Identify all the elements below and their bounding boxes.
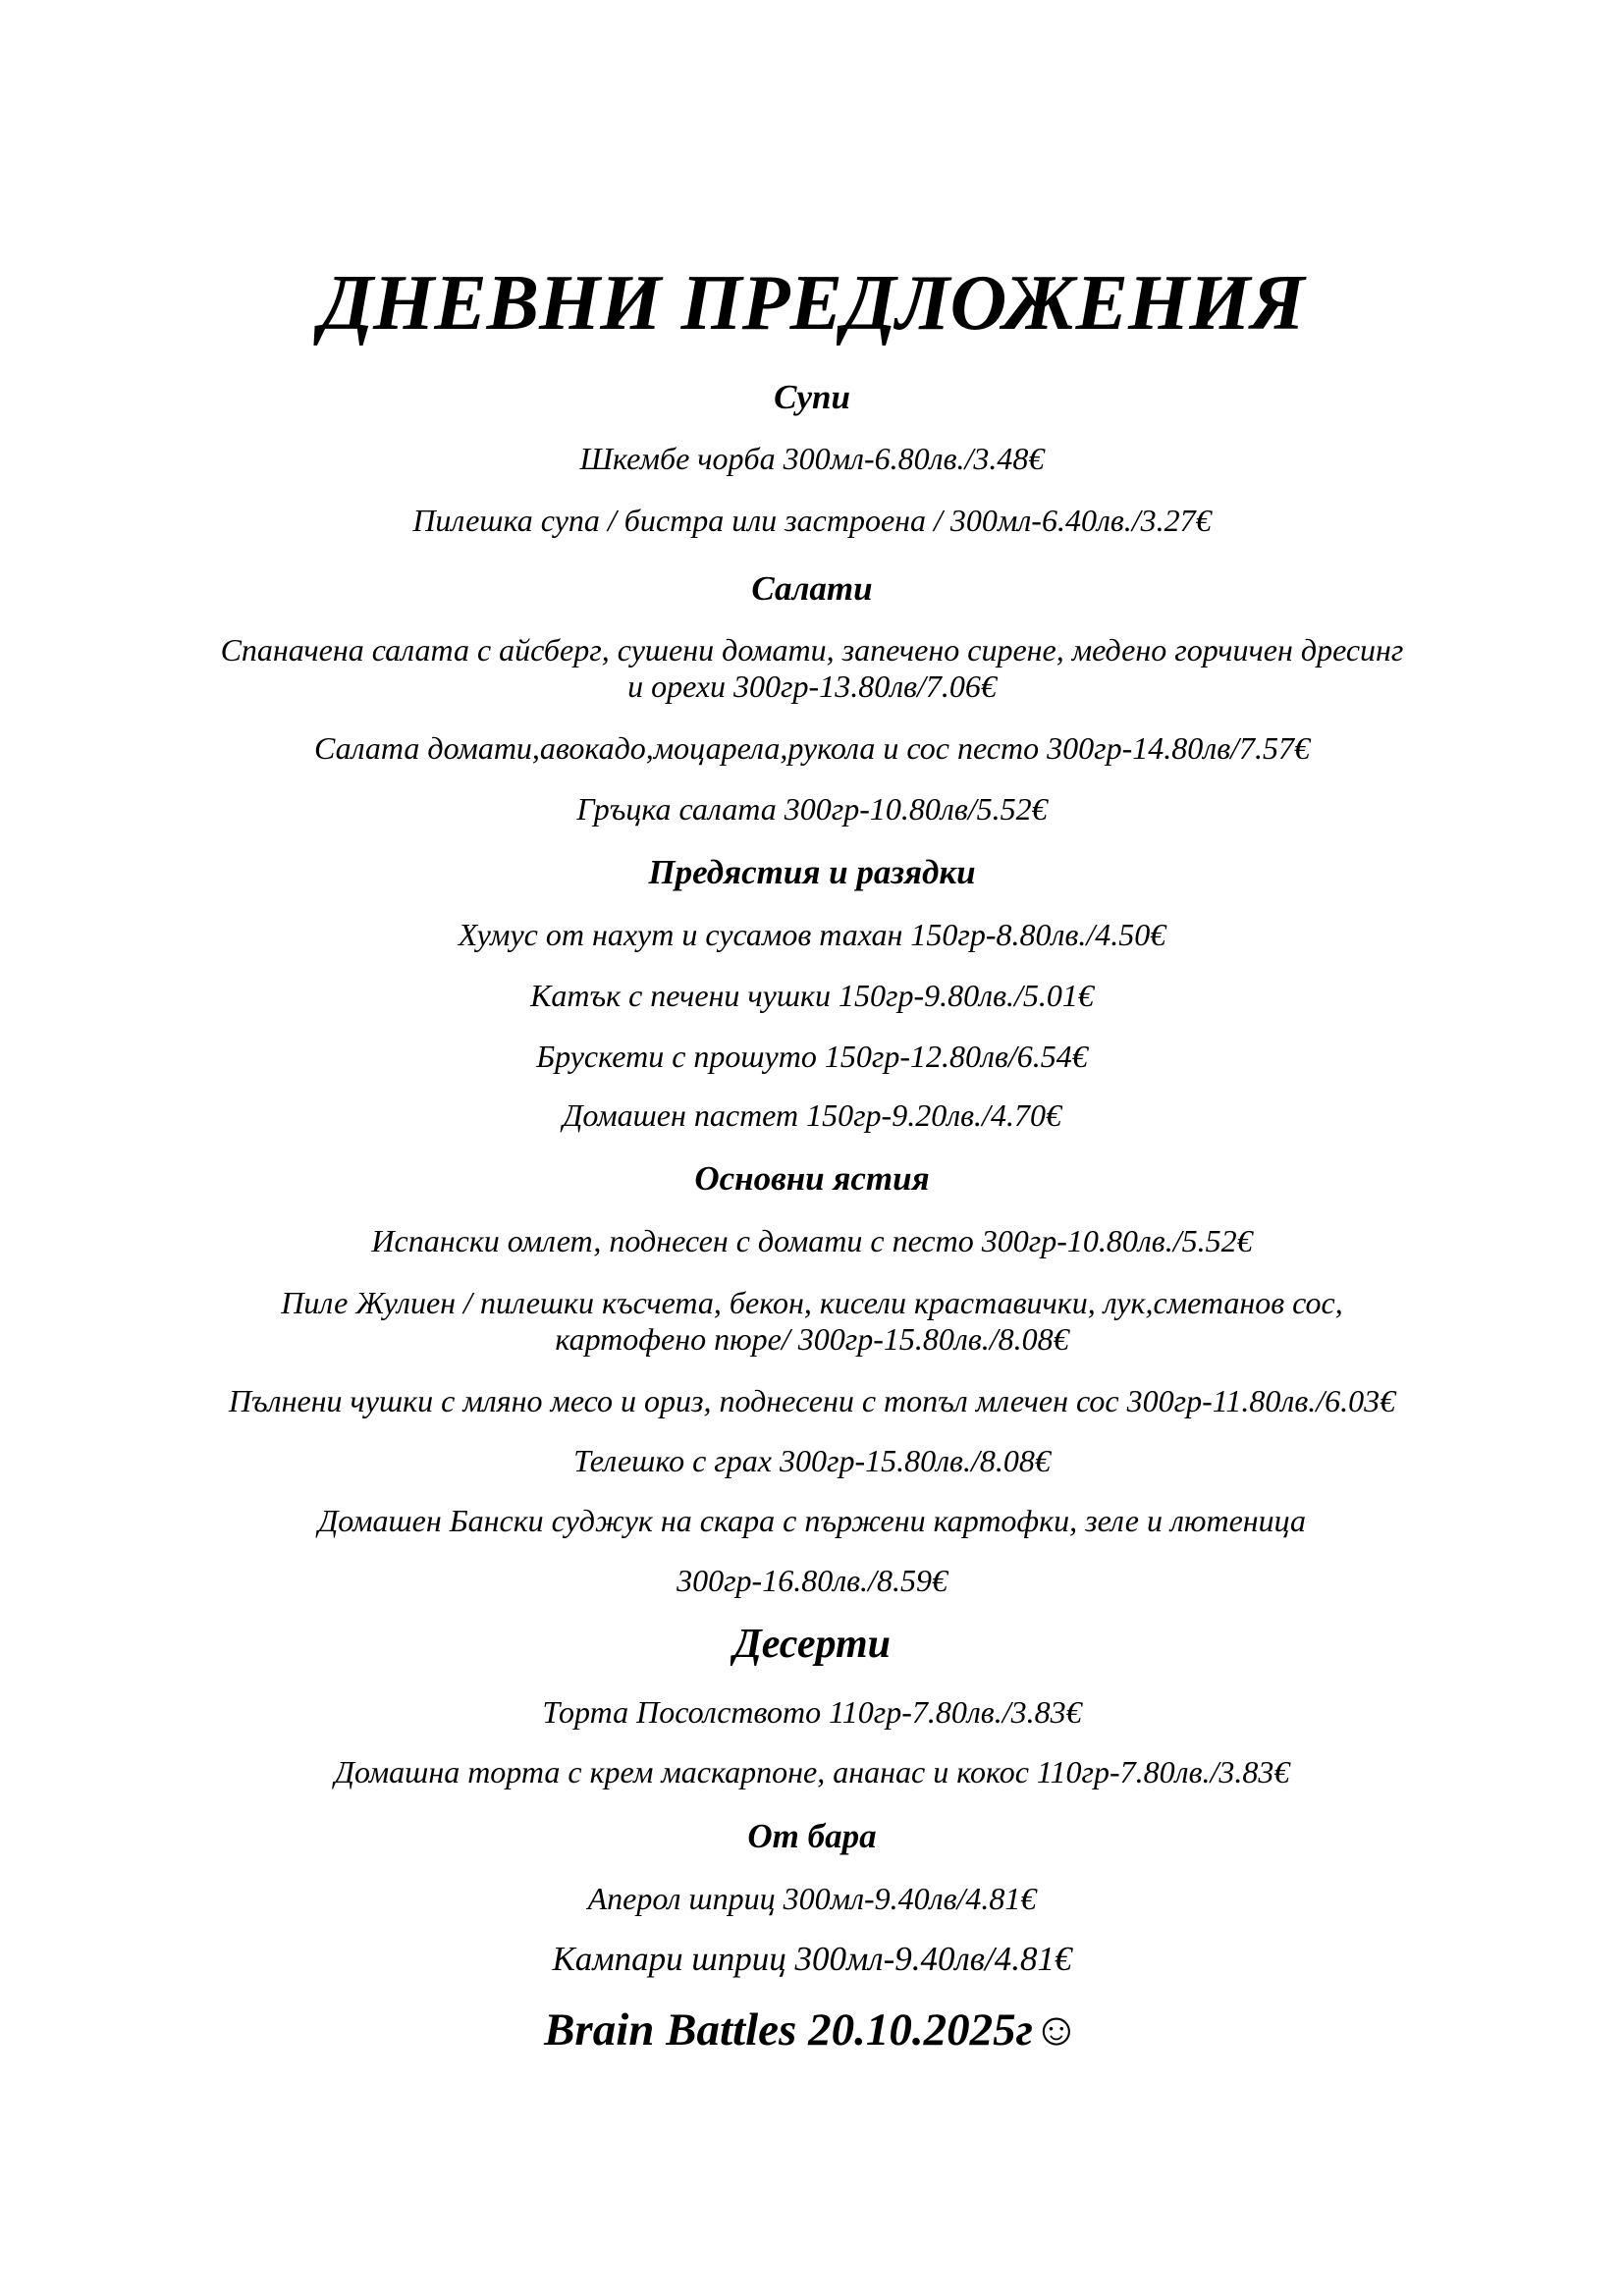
section-heading-salads: Салати [751,569,873,608]
menu-item: Катък с печени чушки 150гр-9.80лв./5.01€ [530,978,1094,1013]
menu-item: Гръцка салата 300гр-10.80лв/5.52€ [576,791,1048,827]
menu-item: Аперол шприц 300мл-9.40лв/4.81€ [587,1881,1037,1916]
section-heading-starters: Предястия и разядки [648,853,976,891]
page-title: ДНЕВНИ ПРЕДЛОЖЕНИЯ [319,260,1305,347]
menu-item: Спаначена салата с айсберг, сушени домати, запечено сирене, медено горчичен дресинг [220,632,1404,667]
menu-item: Салата домати,авокадо,моцарела,рукола и сос песто 300гр-14.80лв/7.57€ [314,730,1310,766]
menu-item-continuation: и орехи 300гр-13.80лв/7.06€ [627,668,997,704]
menu-item: Домашна торта с крем маскарпоне, ананас и кокос 110гр-7.80лв./3.83€ [334,1754,1290,1789]
menu-item: Пиле Жулиен / пилешки късчета, бекон, кисели краставички, лук,сметанов сос, [281,1285,1343,1320]
event-footer: Brain Battles 20.10.2025г☺ [544,2004,1080,2056]
menu-item-continuation: 300гр-16.80лв./8.59€ [677,1563,947,1598]
menu-item: Кампари шприц 300мл-9.40лв/4.81€ [552,1940,1072,1978]
menu-item: Домашен Бански суджук на скара с пържени картофки, зеле и лютеница [317,1503,1307,1538]
menu-item: Телешко с грах 300гр-15.80лв./8.08€ [573,1443,1051,1478]
menu-item: Хумус от нахут и сусамов тахан 150гр-8.80лв./4.50€ [458,917,1166,952]
menu-item: Торта Посолството 110гр-7.80лв./3.83€ [542,1694,1082,1730]
menu-item: Брускети с прошуто 150гр-12.80лв/6.54€ [536,1039,1088,1074]
menu-item-continuation: картофено пюре/ 300гр-15.80лв./8.08€ [555,1321,1069,1357]
section-heading-desserts: Десерти [733,1622,891,1667]
section-heading-bar: От бара [747,1817,877,1855]
menu-item: Пълнени чушки с мляно месо и ориз, поднесени с топъл млечен сос 300гр-11.80лв./6.03€ [228,1383,1396,1418]
section-heading-soups: Супи [774,378,850,416]
section-heading-mains: Основни ястия [694,1159,930,1198]
menu-item: Шкембе чорба 300мл-6.80лв./3.48€ [579,441,1045,476]
menu-item: Испански омлет, поднесен с домати с песто 300гр-10.80лв./5.52€ [371,1223,1253,1258]
menu-item: Пилешка супа / бистра или застроена / 300мл-6.40лв./3.27€ [412,503,1212,538]
menu-item: Домашен пастет 150гр-9.20лв./4.70€ [563,1097,1061,1133]
